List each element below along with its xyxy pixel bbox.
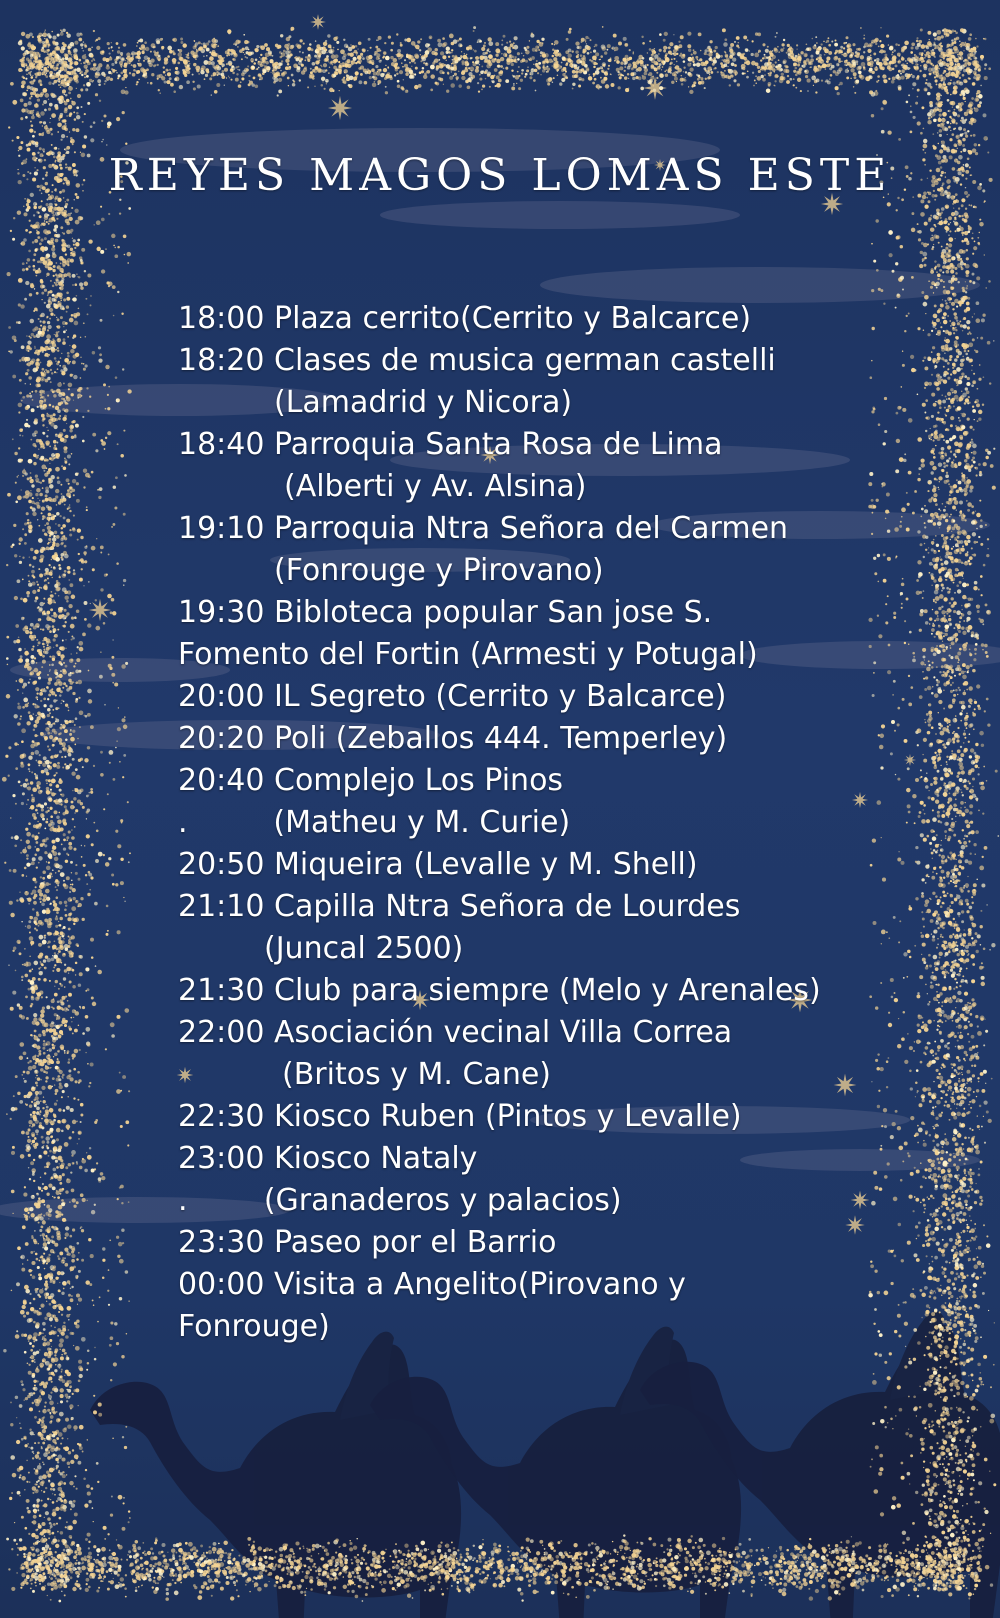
schedule-time-place: 22:00 Asociación vecinal Villa Correa [178, 1015, 733, 1050]
schedule-item [178, 718, 918, 760]
schedule-item [178, 760, 918, 844]
schedule-time-place: 20:20 Poli (Zeballos 444. Temperley) [178, 721, 728, 756]
schedule-item [178, 1096, 918, 1138]
schedule-item [178, 298, 918, 340]
schedule-time-place: 18:00 Plaza cerrito(Cerrito y Balcarce) [178, 301, 752, 336]
schedule-item [178, 592, 918, 676]
schedule-address: (Juncal 2500) [264, 931, 464, 966]
schedule-address: (Lamadrid y Nicora) [274, 385, 573, 420]
schedule-time-place: 19:10 Parroquia Ntra Señora del Carmen [178, 511, 789, 546]
schedule-item [178, 676, 918, 718]
schedule-item [178, 1138, 918, 1222]
schedule-item [178, 508, 918, 592]
schedule-item [178, 1222, 918, 1264]
schedule-address: . (Matheu y M. Curie) [178, 805, 571, 840]
schedule-address: (Alberti y Av. Alsina) [284, 469, 587, 504]
schedule-time-place: 23:00 Kiosco Nataly [178, 1141, 478, 1176]
schedule-time-place: 19:30 Bibloteca popular San jose S. [178, 595, 713, 630]
schedule-time-place: 20:40 Complejo Los Pinos [178, 763, 564, 798]
schedule-item [178, 340, 918, 424]
schedule-address: . (Granaderos y palacios) [178, 1183, 622, 1218]
schedule-time-place: 00:00 Visita a Angelito(Pirovano y [178, 1267, 686, 1302]
schedule-time-place: 21:30 Club para siempre (Melo y Arenales) [178, 973, 821, 1008]
schedule-list [178, 298, 918, 1348]
schedule-time-place: 18:20 Clases de musica german castelli [178, 343, 776, 378]
schedule-item [178, 1012, 918, 1096]
schedule-item [178, 844, 918, 886]
schedule-address: (Britos y M. Cane) [282, 1057, 551, 1092]
schedule-address: Fomento del Fortin (Armesti y Potugal) [178, 637, 758, 672]
schedule-item [178, 886, 918, 970]
schedule-item [178, 1264, 918, 1348]
schedule-item [178, 424, 918, 508]
schedule-time-place: 23:30 Paseo por el Barrio [178, 1225, 557, 1260]
schedule-time-place: 21:10 Capilla Ntra Señora de Lourdes [178, 889, 741, 924]
schedule-time-place: 22:30 Kiosco Ruben (Pintos y Levalle) [178, 1099, 742, 1134]
schedule-item [178, 970, 918, 1012]
poster-title: REYES MAGOS LOMAS ESTE [108, 150, 892, 201]
schedule-time-place: 20:50 Miqueira (Levalle y M. Shell) [178, 847, 698, 882]
schedule-address: (Fonrouge y Pirovano) [274, 553, 604, 588]
schedule-time-place: 18:40 Parroquia Santa Rosa de Lima [178, 427, 723, 462]
schedule-address: Fonrouge) [178, 1309, 330, 1344]
schedule-time-place: 20:00 IL Segreto (Cerrito y Balcarce) [178, 679, 727, 714]
